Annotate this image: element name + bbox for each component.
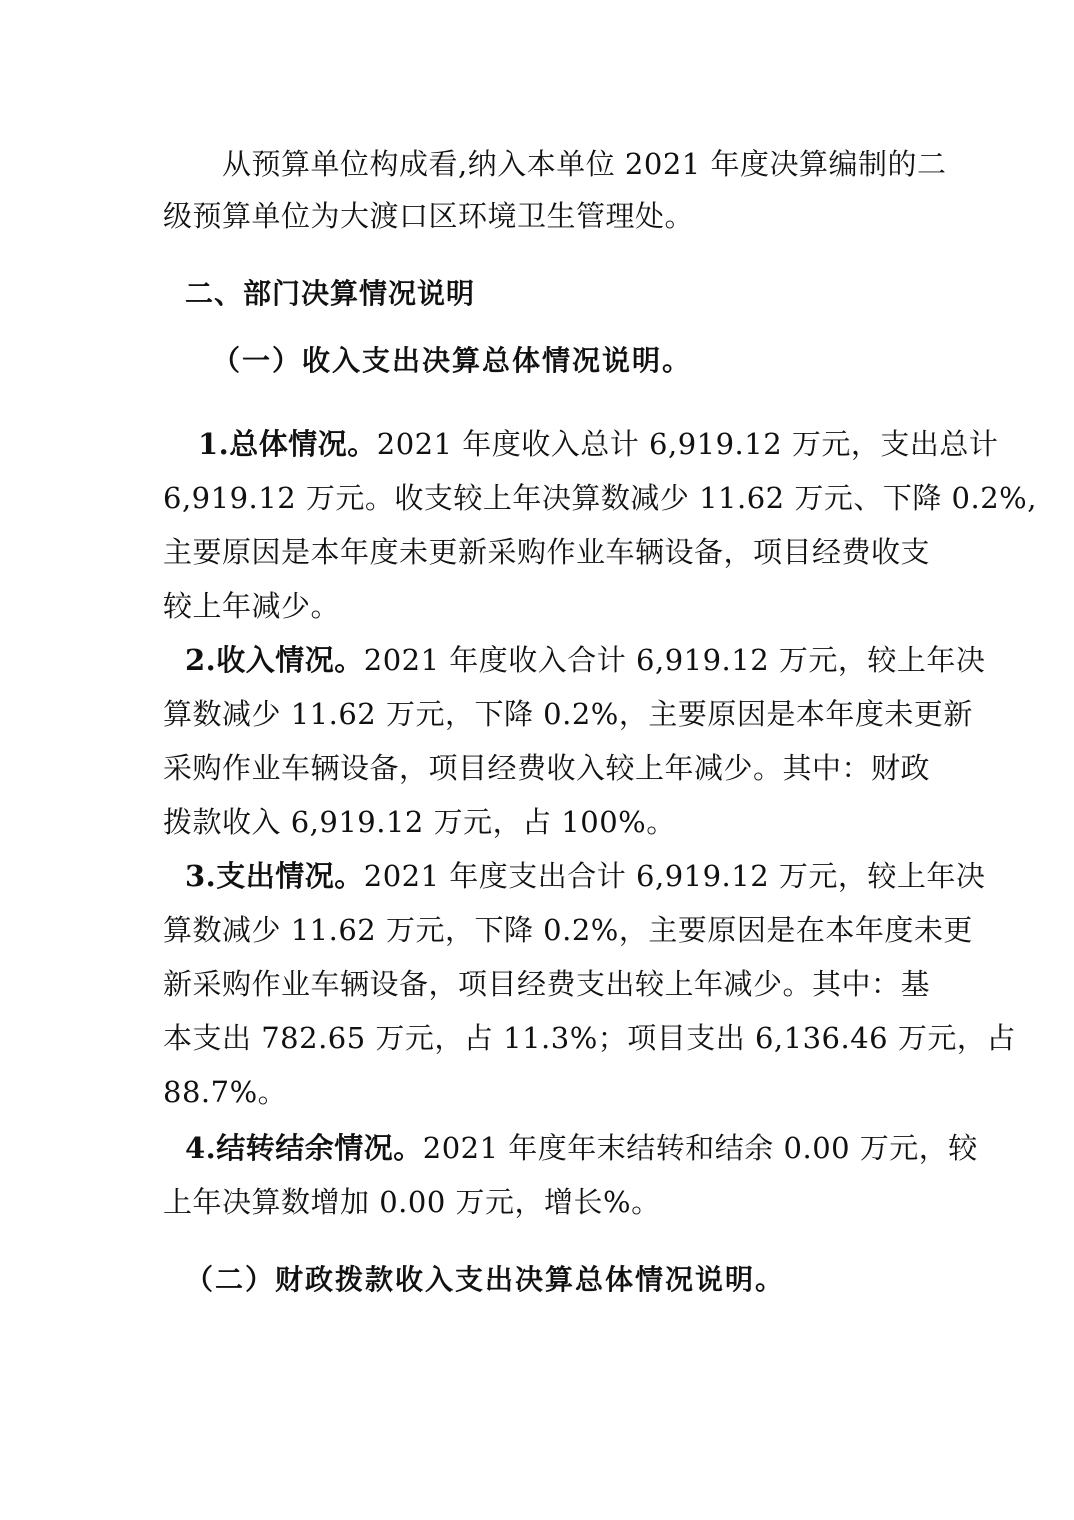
item-3-line-5: 88.7%。 — [163, 1075, 288, 1109]
intro-line-2: 级预算单位为大渡口区环境卫生管理处。 — [163, 199, 695, 233]
item-2-line-3: 采购作业车辆设备，项目经费收入较上年减少。其中：财政 — [163, 751, 931, 785]
item-2-lead: 2.收入情况。 — [185, 643, 364, 677]
item-1-line-2: 6,919.12 万元。收支较上年决算数减少 11.62 万元、下降 0.2%, — [163, 481, 1037, 515]
item-4-text: 2021 年度年末结转和结余 0.00 万元，较 — [422, 1131, 978, 1165]
subsection-heading-2: （二）财政拨款收入支出决算总体情况说明。 — [185, 1263, 786, 1296]
item-1-line-1 — [198, 424, 998, 464]
item-3-line-3: 新采购作业车辆设备，项目经费支出较上年减少。其中：基 — [163, 967, 931, 1001]
item-3-text: 2021 年度支出合计 6,919.12 万元，较上年决 — [363, 859, 986, 893]
item-4-line-2: 上年决算数增加 0.00 万元，增长%。 — [163, 1185, 661, 1219]
item-2-line-4: 拨款收入 6,919.12 万元，占 100%。 — [163, 805, 676, 839]
item-3-line-2: 算数减少 11.62 万元，下降 0.2%，主要原因是在本年度未更 — [163, 913, 973, 947]
item-3-lead: 3.支出情况。 — [185, 859, 364, 893]
subsection-heading-1: （一）收入支出决算总体情况说明。 — [212, 344, 693, 377]
item-4-line-1 — [185, 1128, 978, 1168]
section-heading: 二、部门决算情况说明 — [185, 277, 476, 310]
item-3-line-1 — [185, 856, 985, 896]
item-2-line-1 — [185, 640, 985, 680]
item-1-line-4: 较上年减少。 — [163, 589, 341, 623]
item-4-lead: 4.结转结余情况。 — [185, 1131, 423, 1165]
item-2-text: 2021 年度收入合计 6,919.12 万元，较上年决 — [363, 643, 986, 677]
item-3-line-4: 本支出 782.65 万元，占 11.3%；项目支出 6,136.46 万元，占 — [163, 1021, 1016, 1055]
item-1-text: 2021 年度收入总计 6,919.12 万元，支出总计 — [376, 427, 999, 461]
item-1-line-3: 主要原因是本年度未更新采购作业车辆设备，项目经费收支 — [163, 535, 931, 569]
item-2-line-2: 算数减少 11.62 万元，下降 0.2%，主要原因是本年度未更新 — [163, 697, 973, 731]
intro-line-1: 从预算单位构成看,纳入本单位 2021 年度决算编制的二 — [222, 147, 947, 181]
item-1-lead: 1.总体情况。 — [198, 427, 377, 461]
